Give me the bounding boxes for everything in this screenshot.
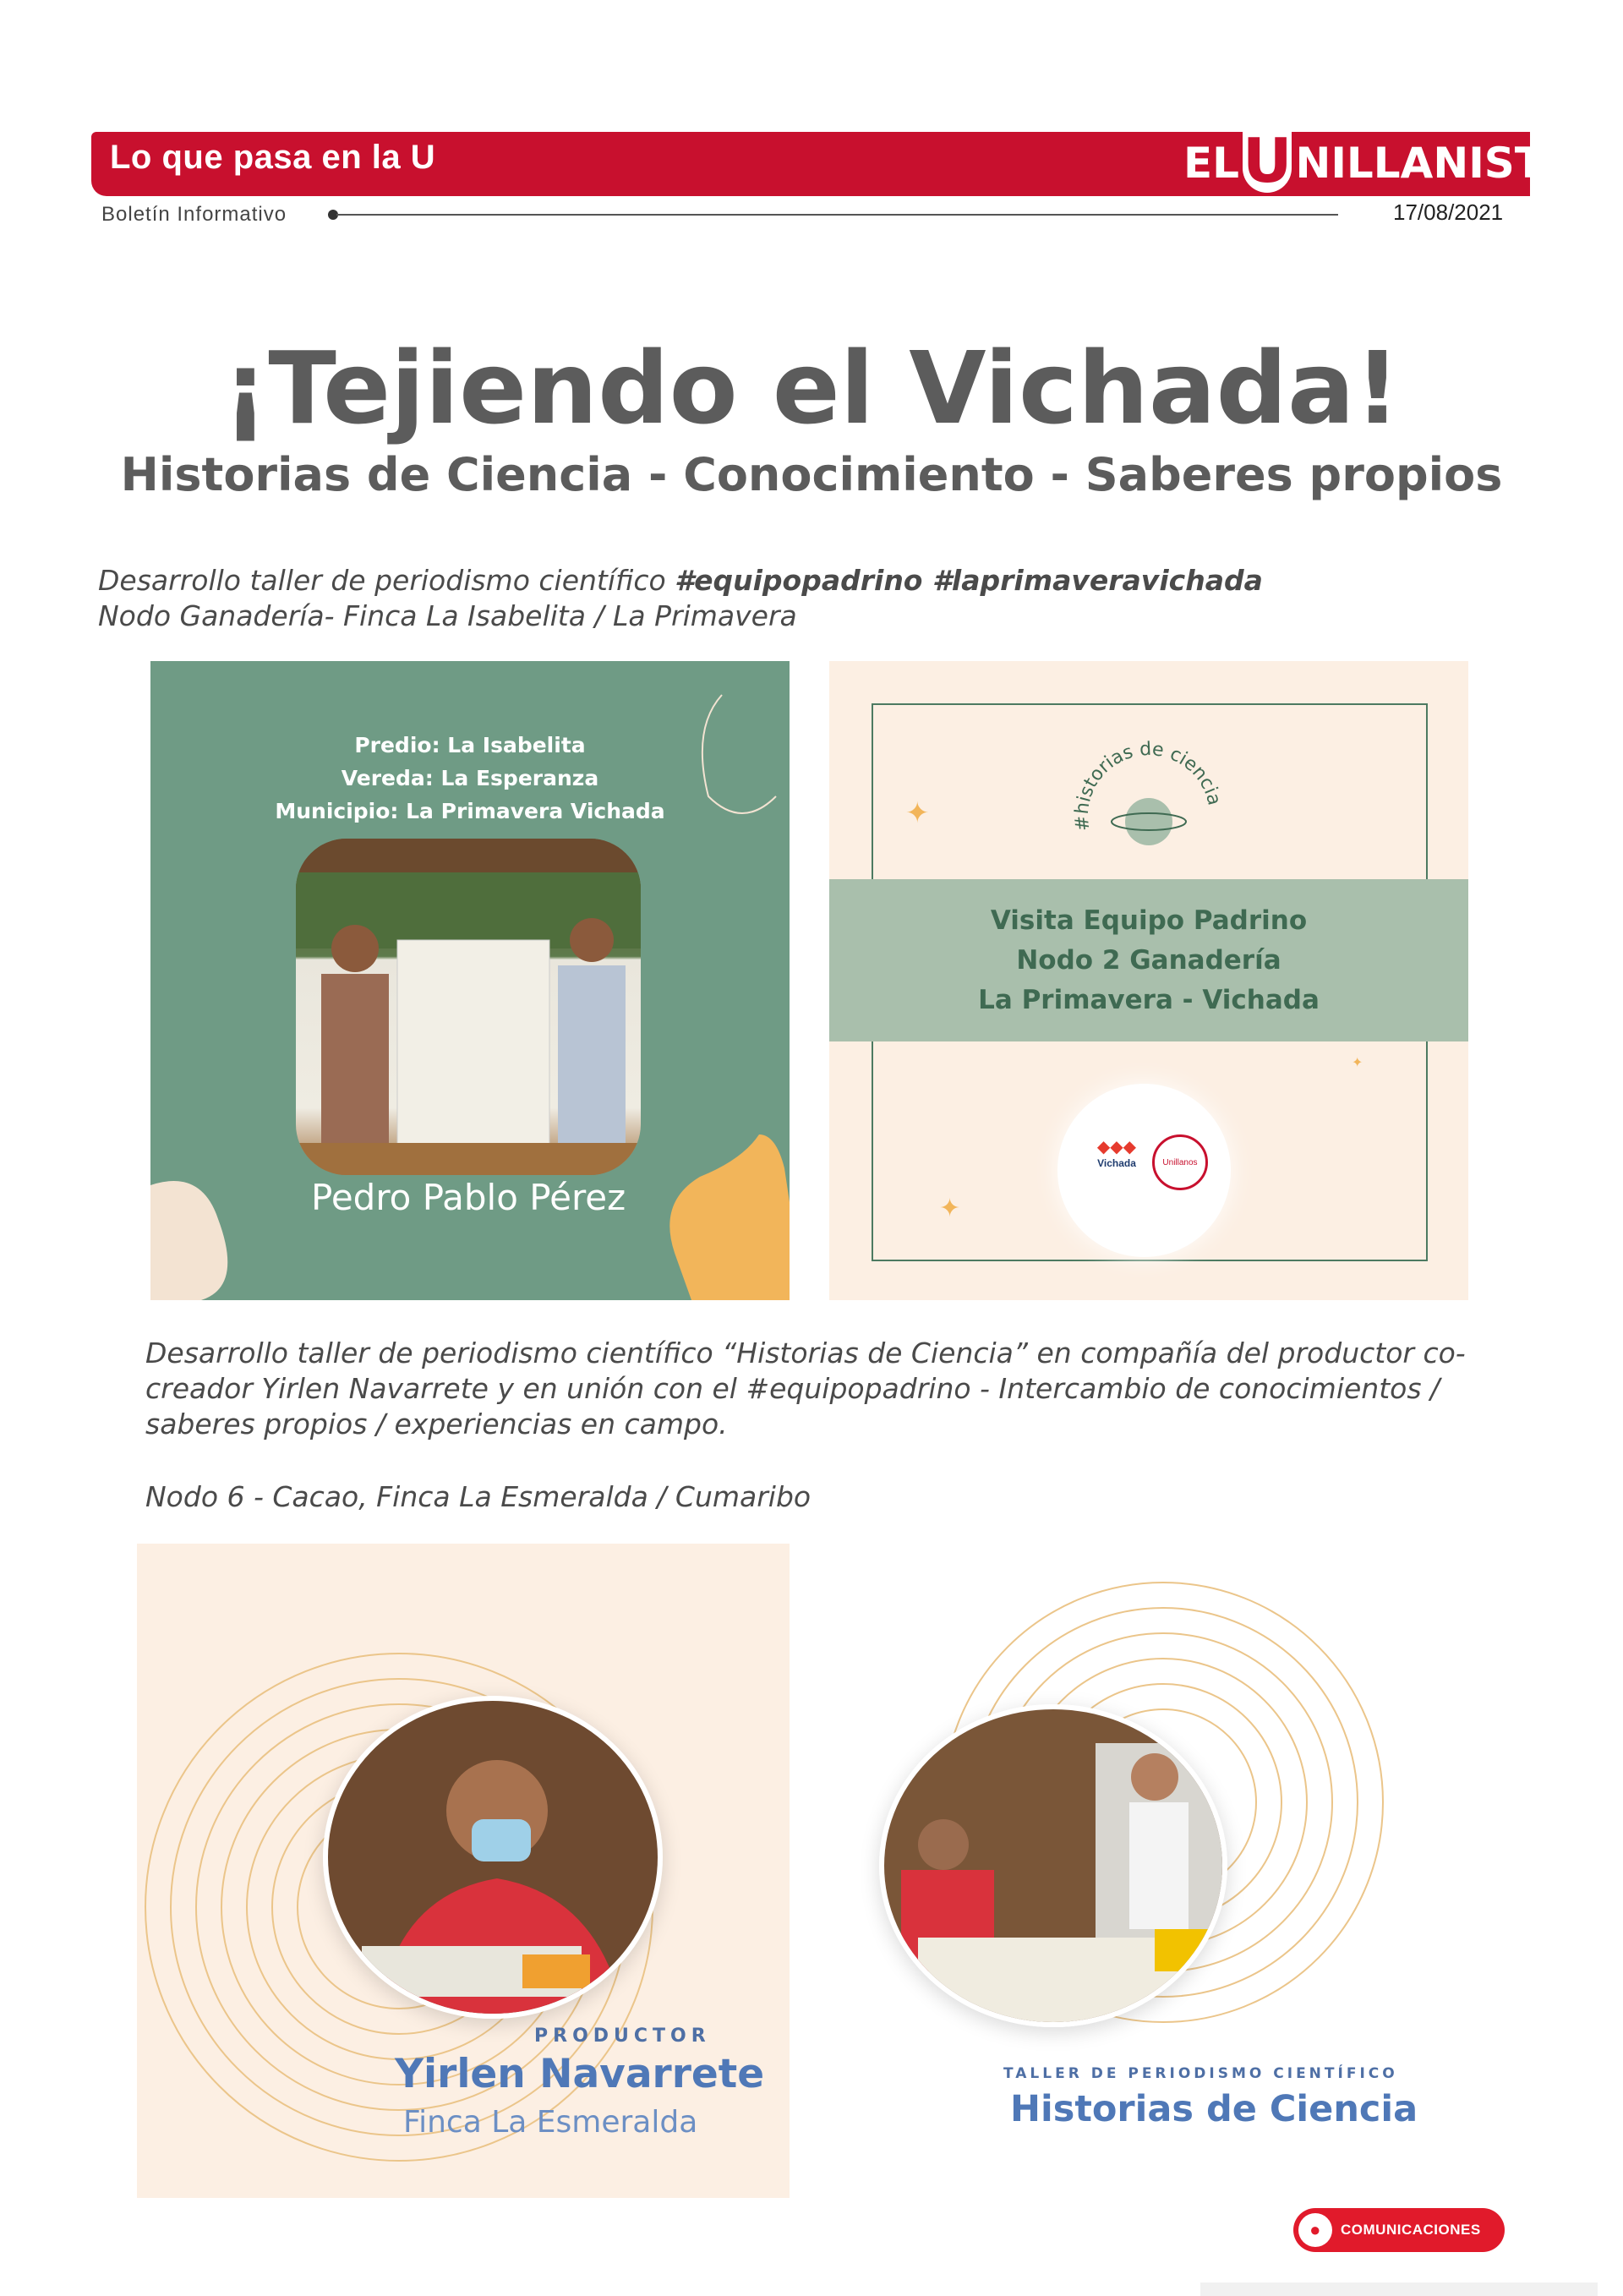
predio-label: Predio: La Isabelita bbox=[354, 733, 586, 757]
workshop-title: Historias de Ciencia bbox=[1010, 2088, 1418, 2130]
photo-people-illustration bbox=[296, 839, 641, 1175]
photo-workshop-illustration bbox=[884, 1709, 1222, 2022]
panel-yirlen bbox=[137, 1544, 790, 2198]
workshop-kicker: TALLER DE PERIODISMO CIENTÍFICO bbox=[1003, 2065, 1398, 2082]
photo-man-illustration bbox=[328, 1701, 658, 2014]
pedro-photo bbox=[296, 839, 641, 1175]
brand-logo bbox=[1183, 108, 1573, 196]
divider-line bbox=[336, 214, 1338, 216]
vichada-logo: ◆◆◆ Vichada bbox=[1096, 1138, 1137, 1169]
intro-hashtags: #equipopadrino #laprimaveravichada bbox=[675, 564, 1263, 597]
panel-historias bbox=[828, 1544, 1488, 2198]
page-subtitle: Historias de Ciencia - Conocimiento - Saberes propios bbox=[120, 448, 1503, 501]
circle-text: #historias de ciencia bbox=[1071, 738, 1225, 833]
visita-band bbox=[829, 879, 1468, 1041]
sparkle-icon: ✦ bbox=[1352, 1056, 1363, 1070]
comunicaciones-icon: ● bbox=[1298, 2213, 1332, 2247]
panel-visita bbox=[829, 661, 1468, 1300]
farm-label: Finca La Esmeralda bbox=[403, 2105, 698, 2140]
logos-circle bbox=[1057, 1084, 1231, 1257]
panel-pedro bbox=[150, 661, 790, 1300]
bulletin-label: Boletín Informativo bbox=[101, 203, 287, 226]
panel-a-info bbox=[150, 729, 790, 828]
middle-paragraph: Desarrollo taller de periodismo científico “Historias de Ciencia” en compañía del productor co-creador Yirlen Navarrete y en unión con el #equipopadrino - Intercambio de conocimientos / saberes propios / experiencias en campo. bbox=[145, 1337, 1466, 1440]
page-title: ¡Tejiendo el Vichada! bbox=[222, 330, 1401, 446]
yirlen-photo bbox=[323, 1696, 663, 2019]
visita-line2: Nodo 2 Ganadería bbox=[1016, 944, 1281, 976]
brand-u: U bbox=[1243, 115, 1292, 193]
comunicaciones-logo bbox=[1293, 2208, 1505, 2252]
section-title: Lo que pasa en la U bbox=[110, 139, 436, 176]
footer-strip bbox=[1200, 2282, 1598, 2296]
intro-line1: Desarrollo taller de periodismo científico bbox=[98, 564, 675, 597]
visita-line3: La Primavera - Vichada bbox=[978, 984, 1320, 1015]
producer-name-label: Yirlen Navarrete bbox=[395, 2051, 765, 2097]
footer-label: COMUNICACIONES bbox=[1341, 2222, 1481, 2238]
workshop-photo bbox=[879, 1704, 1227, 2027]
producer-name: Pedro Pablo Pérez bbox=[311, 1177, 626, 1218]
vereda-label: Vereda: La Esperanza bbox=[341, 766, 599, 790]
brand-suffix: NILLANISTA bbox=[1295, 139, 1573, 188]
visita-line1: Visita Equipo Padrino bbox=[990, 905, 1308, 936]
role-label: PRODUCTOR bbox=[534, 2025, 711, 2047]
middle-node: Nodo 6 - Cacao, Finca La Esmeralda / Cumaribo bbox=[145, 1480, 812, 1513]
brand-prefix: EL bbox=[1183, 139, 1240, 188]
intro-text bbox=[98, 563, 1535, 634]
publish-date: 17/08/2021 bbox=[1393, 200, 1504, 225]
unillanos-logo: Unillanos bbox=[1152, 1134, 1208, 1190]
historias-circle-logo bbox=[1064, 729, 1233, 881]
municipio-label: Municipio: La Primavera Vichada bbox=[275, 799, 665, 823]
sparkle-icon: ✦ bbox=[905, 797, 930, 829]
sparkle-icon: ✦ bbox=[939, 1194, 961, 1222]
intro-line2: Nodo Ganadería- Finca La Isabelita / La Primavera bbox=[98, 599, 797, 632]
